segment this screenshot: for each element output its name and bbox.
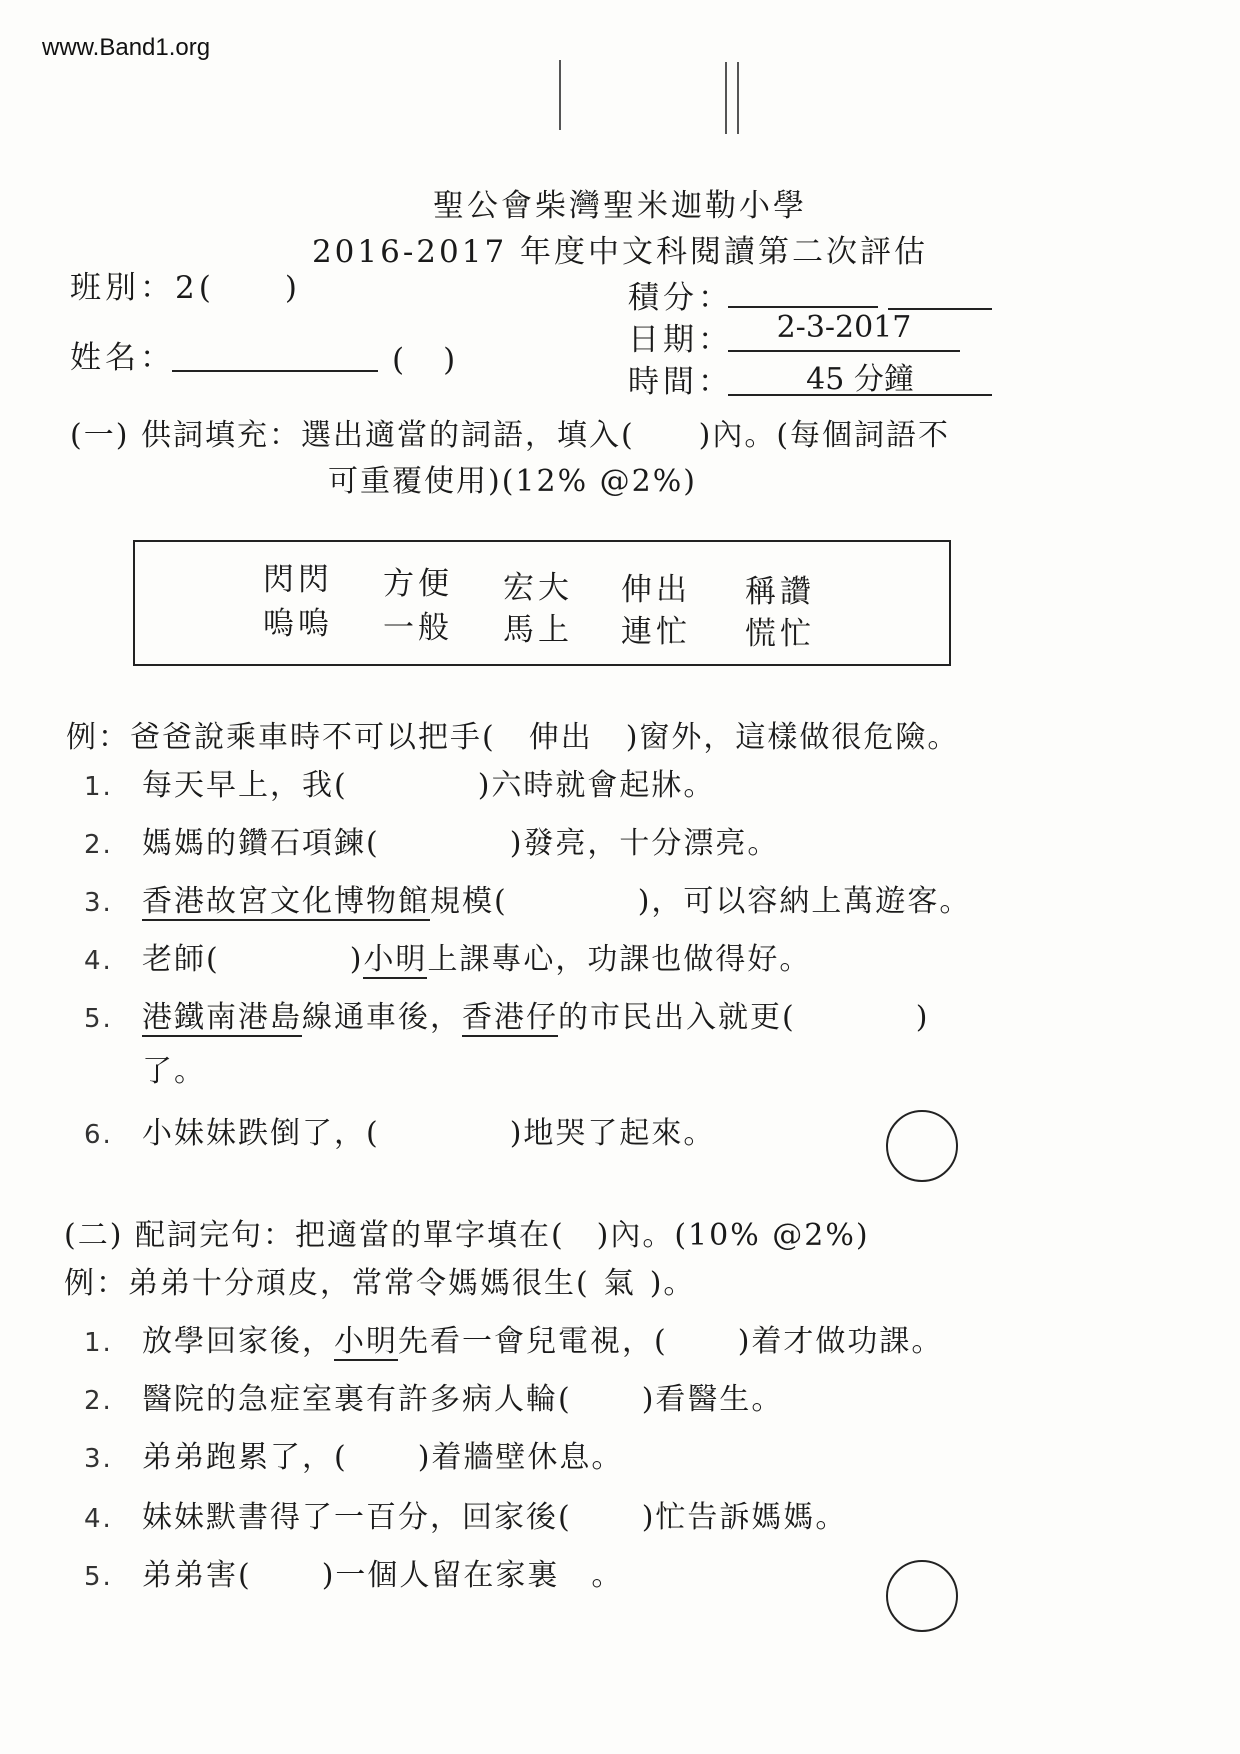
score-label: 積分： bbox=[628, 280, 733, 316]
question-row bbox=[84, 1374, 783, 1418]
section-1-instruction: (一) 供詞填充：選出適當的詞語，填入( )內。(每個詞語不 bbox=[70, 418, 951, 453]
question-row bbox=[84, 876, 971, 920]
question-number: 1. bbox=[84, 1328, 113, 1358]
question-text: 每天早上，我( bbox=[142, 768, 348, 803]
question-text: )地哭了起來。 bbox=[509, 1116, 716, 1151]
question-number: 4. bbox=[84, 946, 113, 976]
proper-noun: 香港故宮文化博物館 bbox=[142, 884, 430, 919]
name-label: 姓名： bbox=[70, 340, 175, 376]
question-number: 3. bbox=[84, 1444, 113, 1474]
question-text: 放學回家後， bbox=[142, 1324, 334, 1359]
word-bank-item: 伸出 bbox=[621, 572, 691, 608]
question-row bbox=[84, 992, 929, 1036]
name-field[interactable] bbox=[172, 340, 378, 372]
question-row bbox=[84, 1550, 623, 1594]
question-row bbox=[84, 818, 779, 862]
question-number: 2. bbox=[84, 1386, 113, 1416]
question-text: )一個人留在家裏 。 bbox=[321, 1558, 624, 1593]
section-1-example bbox=[66, 712, 959, 756]
word-bank bbox=[133, 540, 951, 666]
word-bank-item: 宏大 bbox=[503, 570, 573, 606]
question-number: 2. bbox=[84, 830, 113, 860]
question-text: )發亮，十分漂亮。 bbox=[509, 826, 780, 861]
proper-noun: 小明 bbox=[363, 942, 428, 977]
word-bank-item: 馬上 bbox=[503, 612, 573, 648]
question-text: 醫院的急症室裏有許多病人輪( bbox=[142, 1382, 572, 1417]
question-row bbox=[84, 1492, 847, 1536]
date-field bbox=[728, 310, 960, 352]
word-bank-item: 閃閃 bbox=[263, 562, 333, 598]
example-answer: 氣 bbox=[603, 1266, 636, 1301]
word-bank-item: 嗚嗚 bbox=[263, 606, 333, 642]
time-label: 時間： bbox=[628, 364, 733, 400]
question-text: 的市民出入就更( bbox=[558, 1000, 796, 1035]
question-text: )看醫生。 bbox=[641, 1382, 784, 1417]
example-text: 例：爸爸說乘車時不可以把手( bbox=[66, 720, 496, 755]
date-value: 2-3-2017 bbox=[776, 310, 912, 345]
score-circle bbox=[886, 1560, 958, 1632]
question-text: 規模( bbox=[430, 884, 508, 919]
example-answer: 伸出 bbox=[528, 720, 593, 755]
question-number: 1. bbox=[84, 772, 113, 802]
exam-title: 2016-2017 年度中文科閱讀第二次評估 bbox=[311, 234, 929, 270]
class-label: 班別：2( ) bbox=[70, 270, 301, 306]
example-text: )窗外，這樣做很危險。 bbox=[625, 720, 960, 755]
score-field-total[interactable] bbox=[888, 274, 992, 310]
question-row bbox=[84, 1108, 715, 1152]
time-value: 45 分鐘 bbox=[806, 362, 914, 397]
question-number: 3. bbox=[84, 888, 113, 918]
section-2-instruction: (二) 配詞完句：把適當的單字填在( )內。(10% @2%) bbox=[64, 1218, 870, 1253]
word-bank-item: 連忙 bbox=[621, 614, 691, 650]
score-circle bbox=[886, 1110, 958, 1182]
proper-noun: 小明 bbox=[334, 1324, 398, 1359]
question-text: )着牆壁休息。 bbox=[417, 1440, 624, 1475]
name-number-paren: ( ) bbox=[392, 342, 460, 378]
question-text: ) bbox=[915, 1000, 930, 1035]
section-2-example bbox=[64, 1258, 695, 1302]
word-bank-item: 一般 bbox=[383, 610, 453, 646]
example-text: 例：弟弟十分頑皮，常常令媽媽很生( bbox=[64, 1266, 590, 1301]
question-text: 先看一會兒電視，( bbox=[398, 1324, 668, 1359]
binding-mark bbox=[725, 62, 727, 134]
question-text: 上課專心，功課也做得好。 bbox=[427, 942, 812, 977]
date-label: 日期： bbox=[628, 322, 733, 358]
section-1-instruction-cont: 可重覆使用)(12% @2%) bbox=[328, 464, 697, 499]
question-text: 弟弟害( bbox=[142, 1558, 252, 1593]
question-text: 弟弟跑累了，( bbox=[142, 1440, 348, 1475]
question-text: 線通車後， bbox=[302, 1000, 462, 1035]
question-number: 5. bbox=[84, 1004, 113, 1034]
question-row: 4. 老師( )小明上課專心，功課也做得好。 bbox=[84, 942, 812, 977]
word-bank-item: 慌忙 bbox=[745, 616, 815, 652]
word-bank-item: 稱讚 bbox=[745, 574, 815, 610]
question-text: )着才做功課。 bbox=[737, 1324, 944, 1359]
question-text: )六時就會起牀。 bbox=[477, 768, 716, 803]
binding-mark bbox=[559, 60, 561, 130]
time-field bbox=[728, 354, 992, 396]
example-text: )。 bbox=[649, 1266, 696, 1301]
question-text: )，可以容納上萬遊客。 bbox=[637, 884, 972, 919]
watermark: www.Band1.org bbox=[42, 34, 211, 61]
question-text: 小妹妹跌倒了，( bbox=[142, 1116, 380, 1151]
question-text: 妹妹默書得了一百分，回家後( bbox=[142, 1500, 572, 1535]
question-row bbox=[84, 1316, 943, 1360]
question-number: 6. bbox=[84, 1120, 113, 1150]
school-name: 聖公會柴灣聖米迦勒小學 bbox=[433, 188, 807, 224]
question-number: 4. bbox=[84, 1504, 113, 1534]
question-text: )忙告訴媽媽。 bbox=[641, 1500, 848, 1535]
proper-noun: 香港仔 bbox=[462, 1000, 558, 1035]
question-number: 5. bbox=[84, 1562, 113, 1592]
question-row bbox=[84, 1432, 623, 1476]
binding-mark bbox=[737, 62, 739, 134]
question-text: 媽媽的鑽石項鍊( bbox=[142, 826, 380, 861]
proper-noun: 港鐵南港島 bbox=[142, 1000, 302, 1035]
score-field[interactable] bbox=[728, 274, 878, 308]
question-continuation: 了。 bbox=[142, 1054, 206, 1089]
question-row bbox=[84, 760, 715, 804]
word-bank-item: 方便 bbox=[383, 566, 453, 602]
question-text: 老師( bbox=[142, 942, 220, 977]
